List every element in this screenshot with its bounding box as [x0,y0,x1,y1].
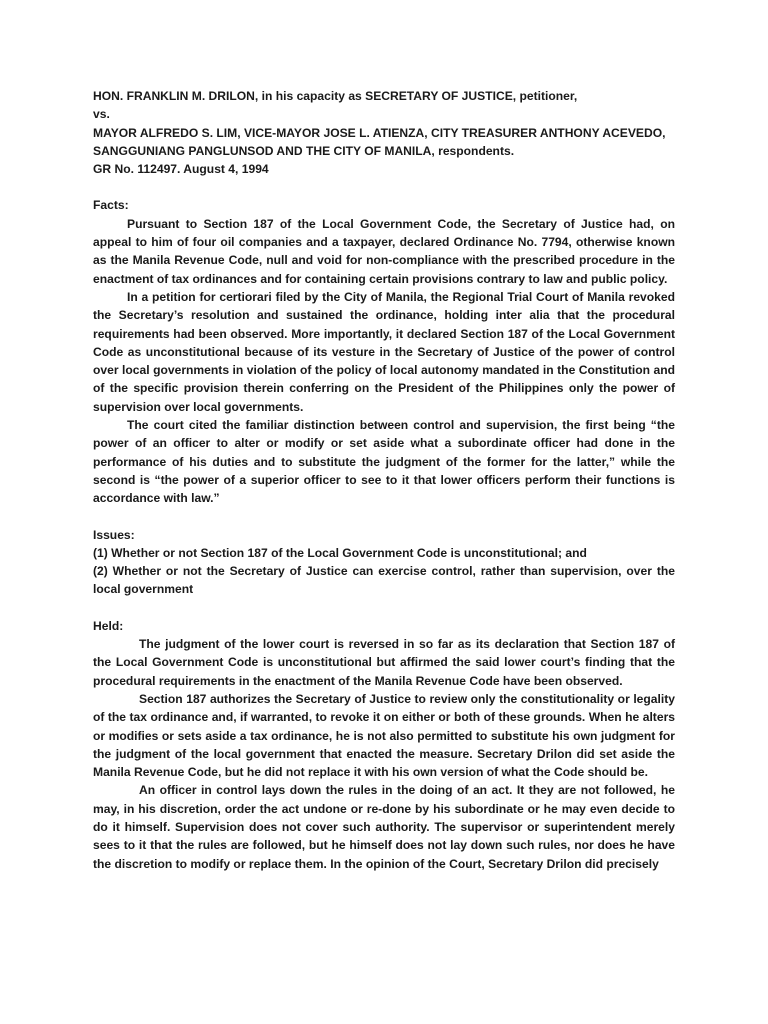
held-paragraph-3: An officer in control lays down the rules in the doing of an act. It they are not followed, he may, in his discretion, order the act undone or re-done by his subordinate or he may even decide to do it himself. Supervision does not cover such authority. The supervisor or superintendent merely sees to it that the rules are followed, but he himself does not lay down such rules, nor does he have the discretion to modify or replace them. In the opinion of the Court, Secretary Drilon did precisely [93,783,675,871]
petitioner-line: HON. FRANKLIN M. DRILON, in his capacity as SECRETARY OF JUSTICE, petitioner, [93,89,578,103]
document-page [93,87,675,873]
facts-paragraph-1: Pursuant to Section 187 of the Local Government Code, the Secretary of Justice had, on appeal to him of four oil companies and a taxpayer, declared Ordinance No. 7794, otherwise known as the Manila Revenue Code, null and void for non-compliance with the prescribed procedure in the enactment of tax ordinances and for containing certain provisions contrary to law and public policy. [93,216,675,286]
gr-number-line: GR No. 112497. August 4, 1994 [93,162,269,177]
held-heading: Held: [93,618,124,633]
held-paragraph-2: Section 187 authorizes the Secretary of Justice to review only the constitutionality or legality of the tax ordinance and, if warranted, to revoke it on either or both of these grounds. When he alters or modifies or sets aside a tax ordinance, he is not also permitted to substitute his own judgment for the judgment of the local government that enacted the measure. Secretary Drilon did set aside the Manila Revenue Code, but he did not replace it with his own version of what the Code should be. [93,691,675,780]
respondents-line: MAYOR ALFREDO S. LIM, VICE-MAYOR JOSE L. ATIENZA, CITY TREASURER ANTHONY ACEVEDO, SANGGUNIANG PANGLUNSOD AND THE CITY OF MANILA, respondents. [93,125,666,158]
facts-paragraph-3: The court cited the familiar distinction between control and supervision, the first being “the power of an officer to alter or modify or set aside what a subordinate officer had done in the performance of his duties and to substitute the judgment of the former for the latter,” while the second is “the power of a superior officer to see to it that lower officers perform their functions is accordance with law.” [93,418,675,506]
issue-item-1: (1) Whether or not Section 187 of the Local Government Code is unconstitutional; and [93,545,587,560]
versus-line: vs. [93,107,110,122]
issues-heading: Issues: [93,527,135,542]
issue-item-2: (2) Whether or not the Secretary of Justice can exercise control, rather than supervision, over the local government [93,564,675,597]
facts-section [93,196,675,507]
case-caption [93,87,675,178]
issues-section [93,526,675,599]
held-section [93,617,675,873]
held-paragraph-1: The judgment of the lower court is reversed in so far as its declaration that Section 187 of the Local Government Code is unconstitutional but affirmed the said lower court’s finding that the procedural requirements in the enactment of the Manila Revenue Code have been observed. [93,637,675,688]
facts-paragraph-2: In a petition for certiorari filed by the City of Manila, the Regional Trial Court of Manila revoked the Secretary’s resolution and sustained the ordinance, holding inter alia that the procedural requirements had been observed. More importantly, it declared Section 187 of the Local Government Code as unconstitutional because of its vesture in the Secretary of Justice of the power of control over local governments in violation of the policy of local autonomy mandated in the Constitution and of the specific provision therein conferring on the President of the Philippines only the power of supervision over local governments. [93,289,675,414]
facts-heading: Facts: [93,198,129,213]
